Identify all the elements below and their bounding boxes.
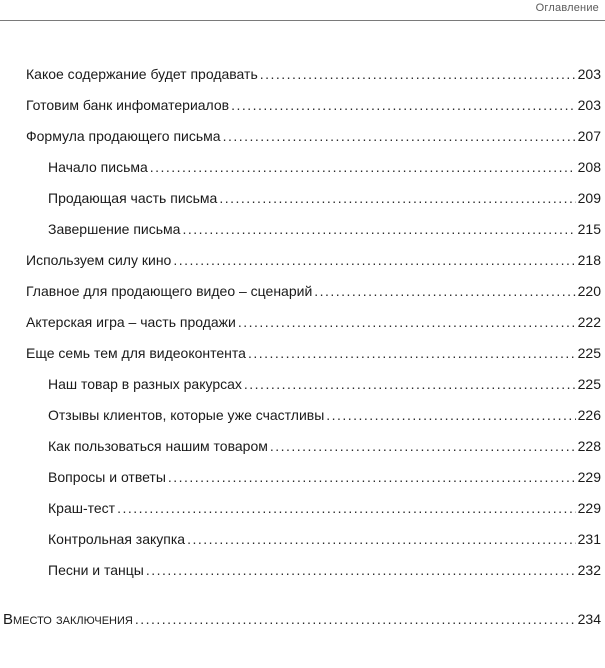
toc-entry-page: 207 [577,128,601,144]
toc-entry-title: Вместо заключения [3,611,133,628]
toc-subentry [48,499,601,517]
toc-entry-title: Продающая часть письма [48,190,218,206]
toc-leader-dots [270,437,576,455]
toc-entry-page: 218 [577,252,601,268]
toc-entry [26,313,601,331]
toc-subentry [48,437,601,455]
toc-entry-title: Наш товар в разных ракурсах [48,376,242,392]
toc-leader-dots [326,406,575,424]
toc-leader-dots [248,344,576,362]
toc-entry-page: 229 [577,469,601,485]
toc-subentry [48,189,601,207]
toc-chapter-entry [3,610,601,628]
running-header [0,0,605,21]
toc-leader-dots [219,189,575,207]
toc-leader-dots [117,499,576,517]
toc-entry-title: Начало письма [48,159,148,175]
toc-entry-page: 203 [577,66,601,82]
toc-leader-dots [146,561,576,579]
toc-entry-title: Готовим банк инфоматериалов [26,97,230,113]
toc-subentry [48,220,601,238]
toc-leader-dots [223,127,576,145]
toc-entry-page: 215 [577,221,601,237]
toc-entry [26,344,601,362]
toc-entry-title: Формула продающего письма [26,128,221,144]
toc-leader-dots [135,610,576,628]
toc-subentry [48,530,601,548]
toc-entry-title: Контрольная закупка [48,531,186,547]
toc-entry-page: 226 [577,407,601,423]
toc-leader-dots [314,282,575,300]
toc-entry-page: 203 [577,97,601,113]
toc-leader-dots [260,65,576,83]
toc-entry [26,96,601,114]
toc-entry-title: Песни и танцы [48,562,144,578]
toc-entry-page: 229 [577,500,601,516]
toc-entry-page: 225 [577,376,601,392]
toc-entry-page: 222 [577,314,601,330]
toc-entry-page: 208 [577,159,601,175]
toc-entry [26,65,601,83]
toc-entry [26,251,601,269]
toc-entry-title: Завершение письма [48,221,181,237]
toc-leader-dots [168,468,576,486]
toc-entry-page: 234 [577,611,601,627]
toc-entry-title: Используем силу кино [26,252,172,268]
toc-entry-page: 220 [577,283,601,299]
toc-entry-page: 209 [577,190,601,206]
toc-subentry [48,375,601,393]
toc-leader-dots [182,220,575,238]
toc-entry-page: 231 [577,531,601,547]
toc-entry-title: Актерская игра – часть продажи [26,314,236,330]
toc-entry [26,127,601,145]
toc-entry-page: 232 [577,562,601,578]
toc-subentry [48,468,601,486]
toc-entry-title: Отзывы клиентов, которые уже счастливы [48,407,325,423]
toc-leader-dots [187,530,576,548]
toc-entry-title: Как пользоваться нашим товаром [48,438,268,454]
toc-leader-dots [238,313,576,331]
toc-entry [26,282,601,300]
running-header-title: Оглавление [535,2,599,14]
toc-entry-title: Главное для продающего видео – сценарий [26,283,313,299]
toc-subentry [48,406,601,424]
toc-entry-title: Еще семь тем для видеоконтента [26,345,246,361]
toc-leader-dots [173,251,575,269]
toc-subentry [48,561,601,579]
toc-entry-title: Вопросы и ответы [48,469,166,485]
toc-leader-dots [231,96,576,114]
toc-entry-page: 225 [577,345,601,361]
toc-subentry [48,158,601,176]
toc-entry-title: Краш-тест [48,500,116,516]
toc-leader-dots [150,158,576,176]
toc-leader-dots [244,375,576,393]
toc-entry-title: Какое содержание будет продавать [26,66,258,82]
toc-entry-page: 228 [577,438,601,454]
